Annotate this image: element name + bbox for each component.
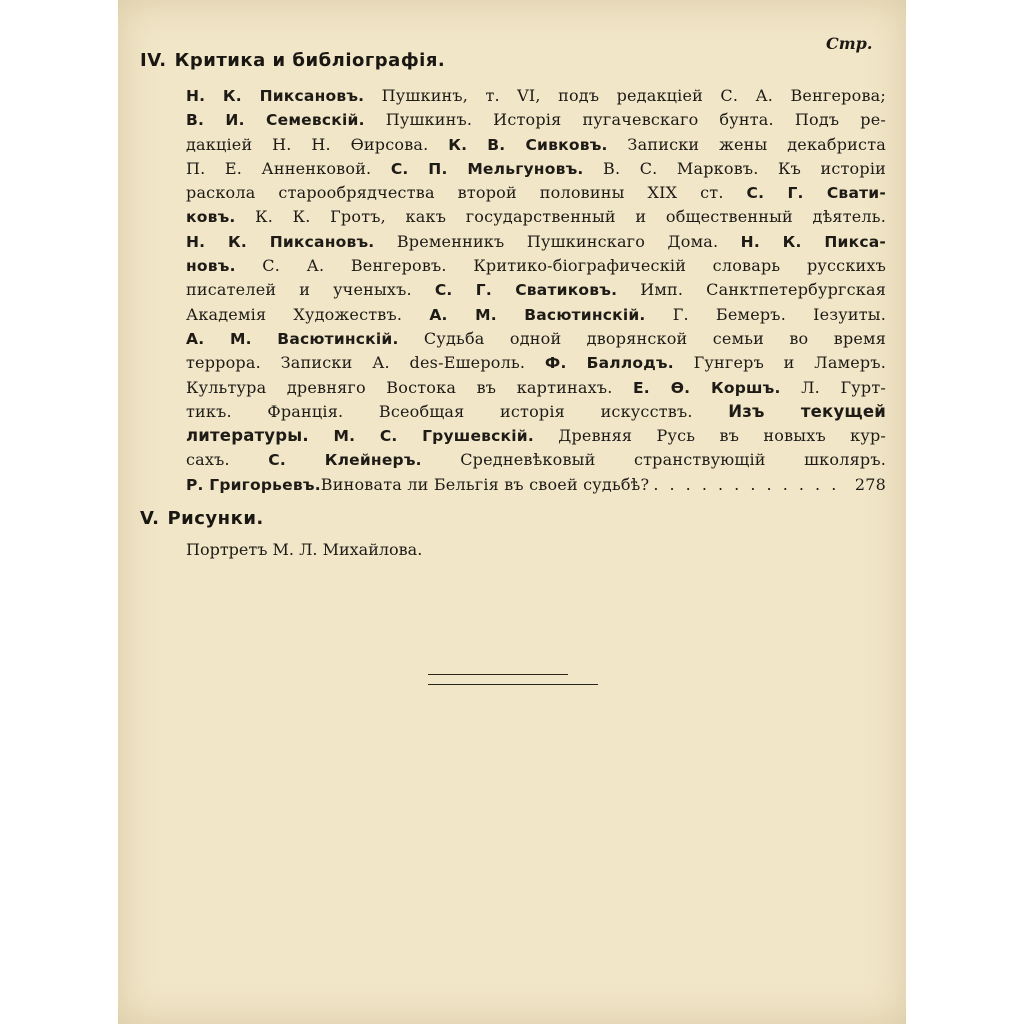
dot-leader: [653, 473, 841, 497]
entry-text: Гунгеръ и Ламеръ.: [673, 353, 886, 373]
entry-line: [186, 278, 886, 302]
entry-text: Л. Гурт-: [780, 377, 886, 397]
section-v-heading: [140, 508, 264, 529]
last-entry-author: Р. Григорьевъ.: [186, 475, 321, 494]
author-name: К. В. Сивковъ.: [448, 135, 608, 154]
author-name: В. И. Семевскій.: [186, 111, 365, 130]
entry-line: [186, 376, 886, 400]
entry-text: Культура древняго Востока въ картинахъ.: [186, 377, 633, 397]
author-name: Е. Ө. Коршъ.: [633, 378, 781, 397]
entry-line: [186, 400, 886, 424]
author-name: новъ.: [186, 257, 236, 276]
entry-line: [186, 230, 886, 254]
section-subheading: Изъ текущей: [728, 401, 886, 421]
entry-line: [186, 157, 886, 181]
entry-text: Средневѣковый странствующій школяръ.: [421, 450, 886, 470]
entry-text: сахъ.: [186, 450, 269, 470]
entry-text: С. А. Венгеровъ. Критико-біографическій словарь русскихъ: [235, 256, 886, 276]
entry-line: [186, 424, 886, 448]
entry-line: [186, 84, 886, 108]
entry-text: К. К. Гротъ, какъ государственный и общественный дѣятель.: [235, 207, 886, 227]
entry-text: Судьба одной дворянской семьи во время: [398, 328, 886, 348]
section-iv-heading: [140, 50, 445, 71]
entry-text: Пушкинъ, т. VI, подъ редакціей С. А. Венгерова;: [364, 86, 886, 105]
entry-text: В. С. Марковъ. Къ исторіи: [583, 158, 887, 178]
author-name: С. Г. Свати-: [746, 184, 886, 203]
section-iv-title: Критика и библіографія.: [174, 50, 446, 71]
author-name: С. Клейнеръ.: [268, 451, 422, 470]
author-name: А. М. Васютинскій.: [186, 329, 399, 348]
author-name: Ф. Баллодъ.: [544, 354, 674, 373]
author-name: Н. К. Пикса-: [740, 232, 886, 251]
section-v-title: Рисунки.: [167, 508, 264, 529]
entry-line: [186, 205, 886, 229]
section-subheading: литературы.: [186, 426, 309, 446]
author-name: С. Г. Сватиковъ.: [434, 281, 618, 300]
section-v-item: Портретъ М. Л. Михайлова.: [186, 540, 423, 559]
entry-line: [186, 181, 886, 205]
entry-text: П. Е. Анненковой.: [186, 158, 391, 178]
entry-text: Временникъ Пушкинскаго Дома.: [374, 231, 741, 251]
author-name: С. П. Мельгуновъ.: [390, 159, 584, 178]
entry-line: [186, 303, 886, 327]
divider-rule-top: [428, 674, 568, 675]
author-name: Н. К. Пиксановъ.: [186, 87, 365, 105]
author-name: Н. К. Пиксановъ.: [186, 232, 375, 251]
entry-text: Пушкинъ. Исторія пугачевскаго бунта. Подъ ре-: [364, 110, 887, 130]
entry-text: Г. Бемеръ. Іезуиты.: [645, 304, 887, 324]
last-entry-title: Виновата ли Бельгія въ своей судьбѣ?: [320, 474, 650, 494]
author-name: М. С. Грушевскій.: [308, 427, 534, 446]
entry-text: Академія Художествъ.: [186, 304, 430, 324]
section-iv-number: IV.: [140, 50, 167, 71]
author-name: А. М. Васютинскій.: [429, 305, 646, 324]
entry-line: [186, 351, 886, 375]
entry-text: Имп. Санктпетербургская: [617, 280, 887, 300]
entry-line: [186, 448, 886, 472]
entry-text: Записки жены декабриста: [607, 134, 887, 154]
entry-text: дакціей Н. Н. Өирсова.: [186, 134, 449, 154]
entry-line: [186, 254, 886, 278]
author-name: ковъ.: [186, 208, 236, 227]
entry-text: писателей и ученыхъ.: [186, 280, 435, 300]
section-v-number: V.: [140, 508, 160, 529]
entry-line: [186, 108, 886, 132]
page-number: 278: [854, 474, 886, 494]
entry-line: [186, 327, 886, 351]
book-page: [118, 0, 906, 1024]
entry-text: террора. Записки А. des-Ешероль.: [186, 353, 545, 373]
page-column-label: Стр.: [826, 34, 873, 53]
entry-text: раскола старообрядчества второй половины XIX ст.: [186, 183, 747, 203]
section-iv-entries: [186, 84, 886, 497]
last-entry-line: [186, 473, 886, 497]
entry-line: [186, 133, 886, 157]
divider-rule-bottom: [428, 684, 598, 685]
entry-text: Древняя Русь въ новыхъ кур-: [533, 426, 886, 446]
entry-text: тикъ. Франція. Всеобщая исторія искусствъ.: [186, 401, 729, 421]
